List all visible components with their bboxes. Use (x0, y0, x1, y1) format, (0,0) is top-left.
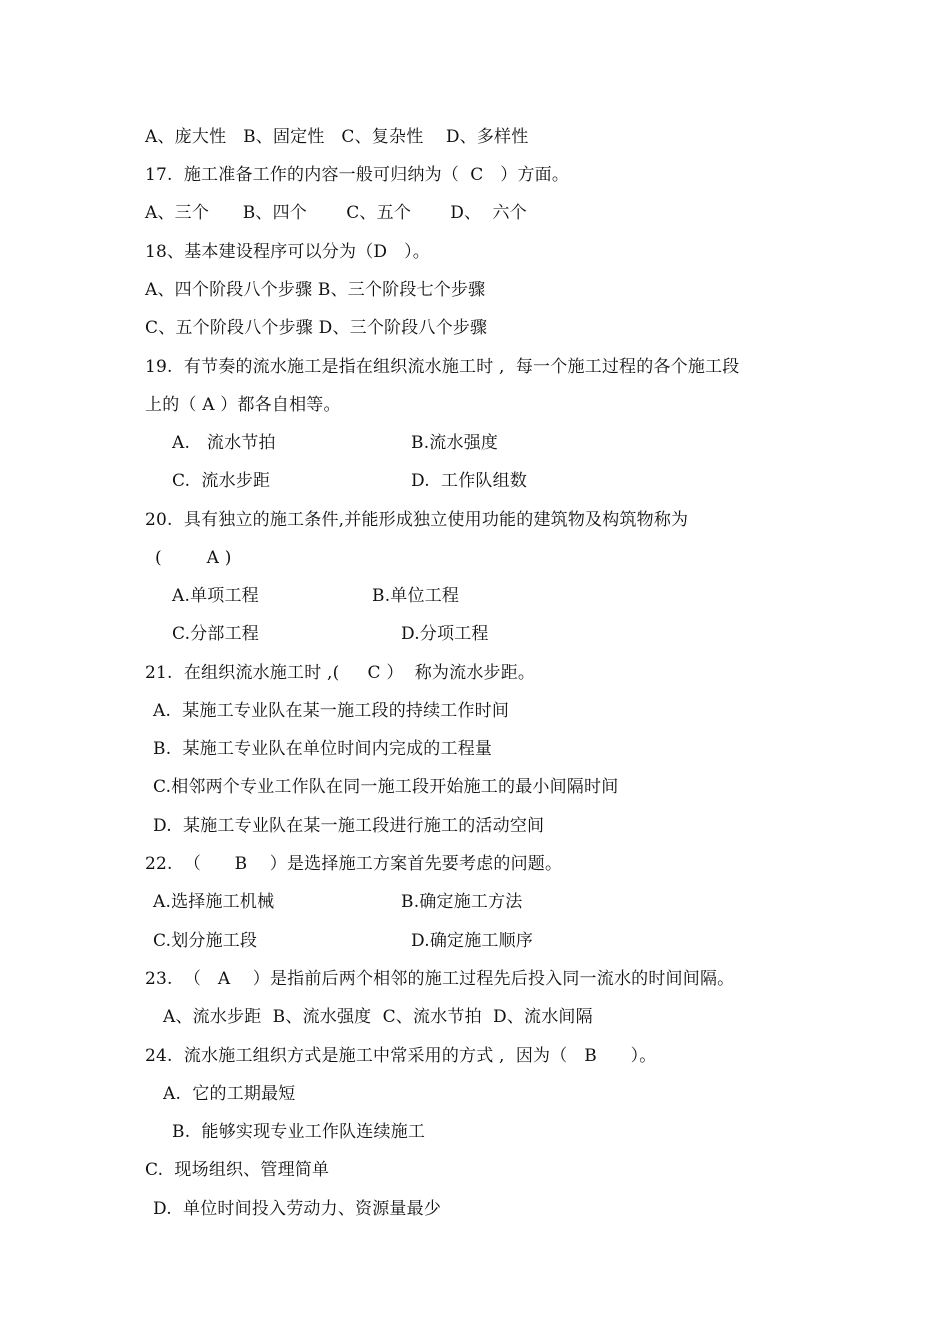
q17-options: A、三个 B、四个 C、五个 D、 六个 (145, 203, 527, 223)
q19-stem-line2: 上的（ A ）都各自相等。 (145, 395, 341, 415)
q21-option-d: D. 某施工专业队在某一施工段进行施工的活动空间 (153, 816, 545, 836)
q17-stem: 17. 施工准备工作的内容一般可归纳为（ C ）方面。 (145, 165, 570, 185)
q16-options: A、庞大性 B、固定性 C、复杂性 D、多样性 (145, 127, 529, 147)
q20-option-a: A.单项工程 (172, 586, 259, 606)
q19-option-b: B.流水强度 (411, 433, 499, 453)
q22-option-c: C.划分施工段 (153, 931, 258, 951)
q23-stem: 23. （ A ）是指前后两个相邻的施工过程先后投入同一流水的时间间隔。 (145, 969, 735, 989)
q21-option-a: A. 某施工专业队在某一施工段的持续工作时间 (153, 701, 510, 721)
q18-option-ab: A、四个阶段八个步骤 B、三个阶段七个步骤 (145, 280, 486, 300)
q18-option-cd: C、五个阶段八个步骤 D、三个阶段八个步骤 (145, 318, 488, 338)
q24-option-b: B. 能够实现专业工作队连续施工 (172, 1122, 426, 1142)
q23-options: A、流水步距 B、流水强度 C、流水节拍 D、流水间隔 (163, 1007, 593, 1027)
q21-option-b: B. 某施工专业队在单位时间内完成的工程量 (153, 739, 493, 759)
q19-option-c: C. 流水步距 (172, 471, 271, 491)
q20-stem-line2: ( A ) (155, 548, 232, 568)
q22-option-b: B.确定施工方法 (401, 892, 523, 912)
q24-option-d: D. 单位时间投入劳动力、资源量最少 (153, 1199, 442, 1219)
q19-option-a: A. 流水节拍 (172, 433, 276, 453)
q19-option-d: D. 工作队组数 (411, 471, 528, 491)
q19-stem-line1: 19. 有节奏的流水施工是指在组织流水施工时 , 每一个施工过程的各个施工段 (145, 357, 740, 377)
q20-option-c: C.分部工程 (172, 624, 260, 644)
q20-option-b: B.单位工程 (372, 586, 460, 606)
q18-stem: 18、基本建设程序可以分为（D ）。 (145, 242, 430, 262)
q24-stem: 24. 流水施工组织方式是施工中常采用的方式 , 因为（ B ）。 (145, 1046, 657, 1066)
q20-option-d: D.分项工程 (401, 624, 489, 644)
q21-option-c: C.相邻两个专业工作队在同一施工段开始施工的最小间隔时间 (153, 777, 619, 797)
q21-stem: 21. 在组织流水施工时 ,( C ） 称为流水步距。 (145, 663, 536, 683)
q22-option-a: A.选择施工机械 (153, 892, 275, 912)
q22-option-d: D.确定施工顺序 (411, 931, 534, 951)
q22-stem: 22. （ B ）是选择施工方案首先要考虑的问题。 (145, 854, 563, 874)
q24-option-a: A. 它的工期最短 (163, 1084, 296, 1104)
q24-option-c: C. 现场组织、管理简单 (145, 1160, 330, 1180)
q20-stem-line1: 20. 具有独立的施工条件,并能形成独立使用功能的建筑物及构筑物称为 (145, 510, 689, 530)
